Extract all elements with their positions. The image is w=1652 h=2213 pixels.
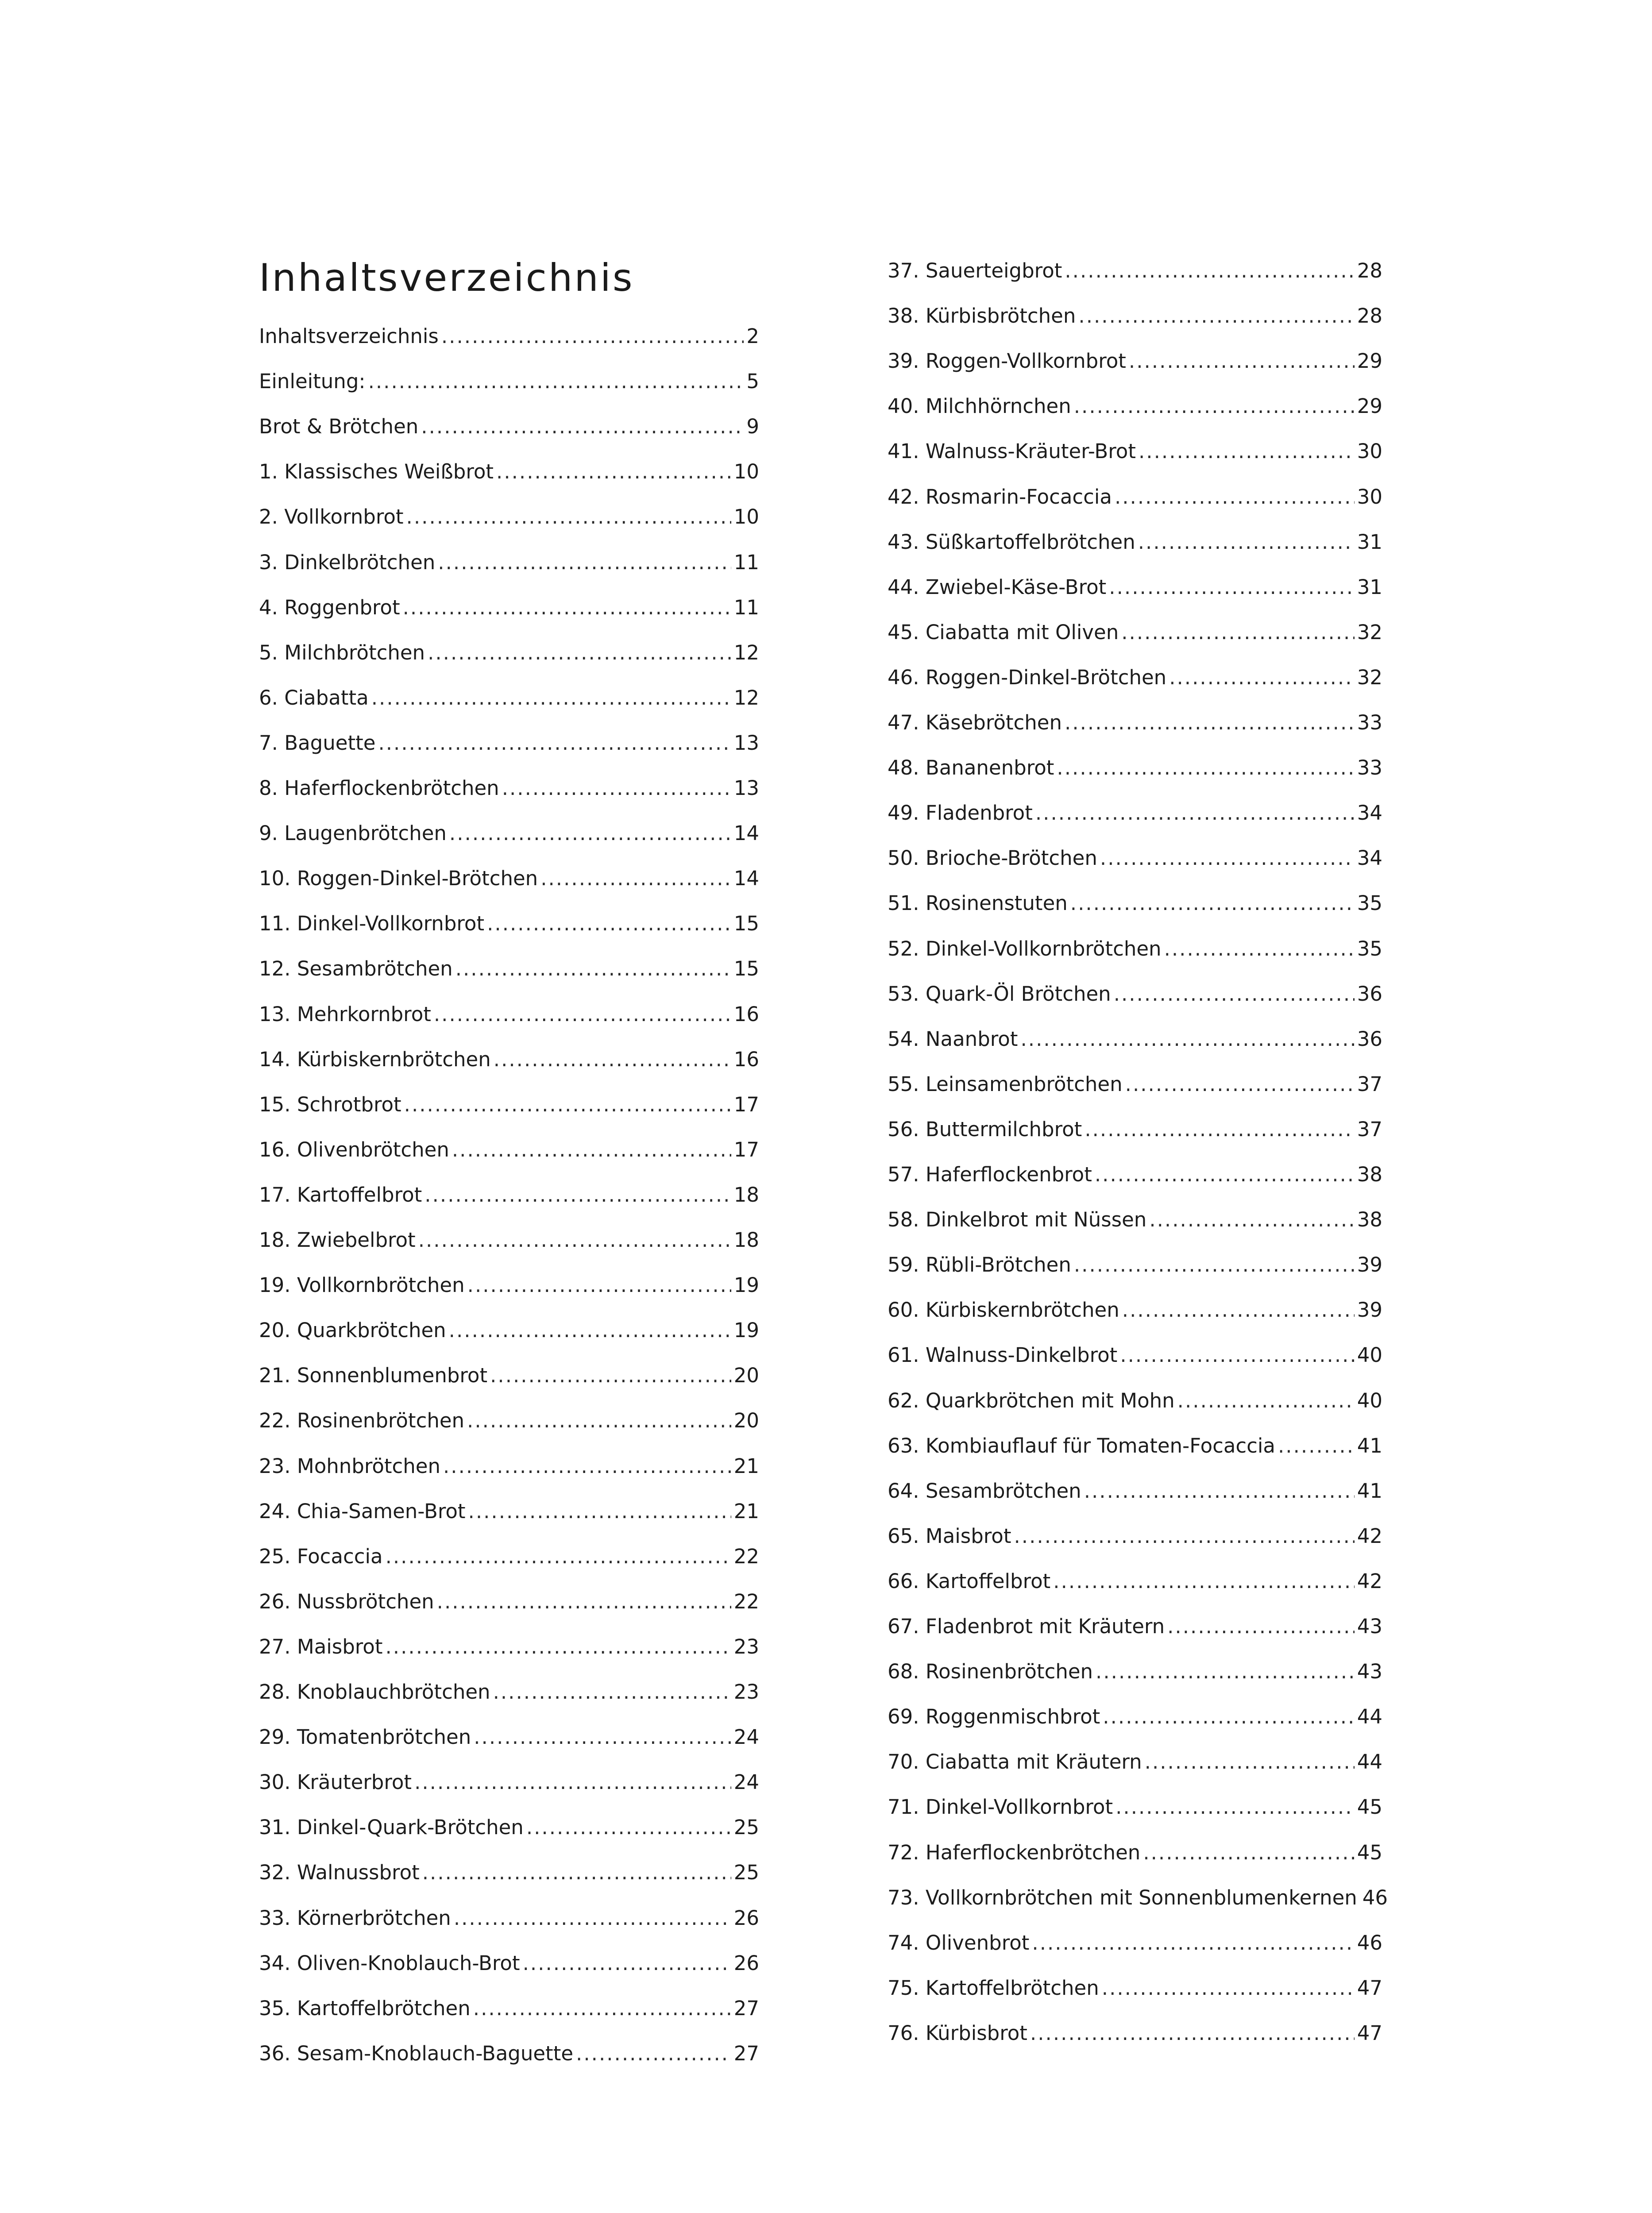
toc-entry-title: 44. Zwiebel-Käse-Brot bbox=[888, 575, 1107, 599]
toc-entry-page: 33 bbox=[1357, 756, 1382, 780]
toc-entry[interactable] bbox=[888, 979, 1382, 1010]
toc-leader-dots bbox=[1065, 707, 1355, 738]
toc-entry[interactable] bbox=[888, 752, 1382, 783]
toc-entry-title: 6. Ciabatta bbox=[259, 686, 369, 709]
toc-entry-title: 43. Süßkartoffelbrötchen bbox=[888, 530, 1135, 554]
toc-entry-title: 2. Vollkornbrot bbox=[259, 505, 404, 529]
toc-entry[interactable] bbox=[888, 1249, 1382, 1280]
toc-leader-dots bbox=[1074, 391, 1355, 422]
toc-entry-title: 34. Oliven-Knoblauch-Brot bbox=[259, 1951, 520, 1975]
toc-entry-title: 9. Laugenbrötchen bbox=[259, 821, 447, 845]
toc-entry-title: 28. Knoblauchbrötchen bbox=[259, 1680, 490, 1704]
toc-entry-page: 5 bbox=[746, 370, 759, 393]
toc-entry-page: 41 bbox=[1357, 1434, 1382, 1457]
toc-leader-dots bbox=[1074, 1249, 1355, 1280]
toc-entry-title: 47. Käsebrötchen bbox=[888, 711, 1062, 734]
toc-entry-title: 50. Brioche-Brötchen bbox=[888, 846, 1097, 870]
toc-entry-page: 36 bbox=[1357, 1027, 1382, 1051]
toc-entry-title: 53. Quark-Öl Brötchen bbox=[888, 982, 1111, 1006]
toc-entry[interactable] bbox=[888, 1340, 1382, 1371]
toc-entry[interactable] bbox=[888, 1204, 1382, 1235]
toc-entry-title: 19. Vollkornbrötchen bbox=[259, 1273, 465, 1297]
toc-entry-page: 17 bbox=[733, 1137, 759, 1161]
toc-entry-title: 3. Dinkelbrötchen bbox=[259, 550, 436, 574]
toc-leader-dots bbox=[1138, 527, 1355, 558]
toc-entry-page: 23 bbox=[733, 1680, 759, 1704]
toc-entry-page: 20 bbox=[733, 1364, 759, 1388]
toc-leader-dots bbox=[1145, 1746, 1355, 1777]
toc-entry[interactable] bbox=[888, 843, 1382, 874]
toc-entry-title: 66. Kartoffelbrot bbox=[888, 1569, 1051, 1593]
toc-entry[interactable] bbox=[888, 1882, 1388, 1913]
toc-entry-page: 25 bbox=[733, 1861, 759, 1885]
toc-entry-title: 11. Dinkel-Vollkornbrot bbox=[259, 912, 485, 936]
toc-entry-page: 15 bbox=[733, 957, 759, 981]
toc-leader-dots bbox=[1070, 888, 1355, 919]
toc-entry-title: 18. Zwiebelbrot bbox=[259, 1228, 416, 1252]
toc-leader-dots bbox=[1084, 1476, 1355, 1507]
toc-entry-page: 43 bbox=[1357, 1615, 1382, 1638]
toc-entry-page: 26 bbox=[733, 1951, 759, 1975]
toc-entry-title: 20. Quarkbrötchen bbox=[259, 1319, 446, 1342]
toc-entry-page: 44 bbox=[1357, 1705, 1382, 1729]
toc-entry-page: 19 bbox=[733, 1319, 759, 1342]
toc-entry-page: 13 bbox=[733, 731, 759, 755]
toc-entry-title: 21. Sonnenblumenbrot bbox=[259, 1364, 488, 1388]
toc-leader-dots bbox=[1085, 1114, 1354, 1145]
toc-entry-title: 16. Olivenbrötchen bbox=[259, 1137, 449, 1161]
toc-entry-page: 23 bbox=[733, 1635, 759, 1658]
toc-leader-dots bbox=[1149, 1204, 1354, 1235]
toc-entry-title: 17. Kartoffelbrot bbox=[259, 1183, 422, 1207]
toc-entry-title: 8. Haferflockenbrötchen bbox=[259, 776, 499, 800]
toc-entry-page: 31 bbox=[1357, 530, 1382, 554]
toc-entry-page: 19 bbox=[733, 1273, 759, 1297]
toc-entry-title: 57. Haferflockenbrot bbox=[888, 1163, 1092, 1186]
toc-leader-dots bbox=[1100, 843, 1355, 874]
toc-entry-page: 42 bbox=[1357, 1524, 1382, 1548]
toc-entry-title: Inhaltsverzeichnis bbox=[259, 324, 439, 348]
toc-entry-title: 7. Baguette bbox=[259, 731, 376, 755]
toc-entry-title: 15. Schrotbrot bbox=[259, 1092, 401, 1116]
toc-entry-title: 71. Dinkel-Vollkornbrot bbox=[888, 1795, 1113, 1819]
toc-entry-title: 75. Kartoffelbrötchen bbox=[888, 1976, 1099, 2000]
toc-entry-page: 41 bbox=[1357, 1479, 1382, 1503]
toc-entry[interactable] bbox=[888, 1701, 1382, 1732]
toc-entry-page: 27 bbox=[733, 1996, 759, 2020]
toc-entry-title: 69. Roggenmischbrot bbox=[888, 1705, 1100, 1729]
toc-leader-dots bbox=[1125, 1069, 1355, 1100]
toc-entry-page: 10 bbox=[733, 505, 759, 529]
toc-entry-page: 15 bbox=[733, 912, 759, 936]
toc-entry-page: 34 bbox=[1357, 801, 1382, 825]
toc-entry-title: 13. Mehrkornbrot bbox=[259, 1002, 431, 1026]
toc-entry-page: 21 bbox=[733, 1499, 759, 1523]
toc-entry-page: 32 bbox=[1357, 665, 1382, 689]
toc-entry[interactable] bbox=[888, 888, 1382, 919]
toc-entry-title: 48. Bananenbrot bbox=[888, 756, 1054, 780]
toc-entry-page: 36 bbox=[1357, 982, 1382, 1006]
toc-entry-title: 59. Rübli-Brötchen bbox=[888, 1253, 1071, 1277]
toc-leader-dots bbox=[1053, 1566, 1354, 1597]
toc-leader-dots bbox=[1169, 662, 1355, 693]
toc-entry-title: 67. Fladenbrot mit Kräutern bbox=[888, 1615, 1165, 1638]
toc-entry-title: 35. Kartoffelbrötchen bbox=[259, 1996, 471, 2020]
toc-entry-page: 39 bbox=[1357, 1298, 1382, 1322]
toc-entry-title: 39. Roggen-Vollkornbrot bbox=[888, 349, 1126, 373]
toc-entry-title: 42. Rosmarin-Focaccia bbox=[888, 485, 1112, 509]
toc-entry[interactable] bbox=[888, 572, 1382, 603]
toc-entry-title: 63. Kombiauflauf für Tomaten-Focaccia bbox=[888, 1434, 1275, 1457]
toc-entry-page: 20 bbox=[733, 1409, 759, 1433]
toc-leader-dots bbox=[1095, 1159, 1355, 1190]
toc-entry-page: 45 bbox=[1357, 1795, 1382, 1819]
toc-entry-title: 33. Körnerbrötchen bbox=[259, 1906, 451, 1930]
toc-entry-page: 30 bbox=[1357, 440, 1382, 463]
toc-leader-dots bbox=[1115, 482, 1355, 513]
toc-entry[interactable] bbox=[888, 1566, 1382, 1597]
toc-entry-page: 30 bbox=[1357, 485, 1382, 509]
toc-leader-dots bbox=[1167, 1611, 1355, 1642]
toc-entry-title: 24. Chia-Samen-Brot bbox=[259, 1499, 466, 1523]
toc-entry-title: 41. Walnuss-Kräuter-Brot bbox=[888, 440, 1136, 463]
toc-entry-page: 2 bbox=[746, 324, 759, 348]
toc-entry-title: 55. Leinsamenbrötchen bbox=[888, 1072, 1123, 1096]
toc-entry[interactable] bbox=[888, 1069, 1382, 1100]
toc-entry-title: 76. Kürbisbrot bbox=[888, 2021, 1027, 2045]
toc-entry-title: 49. Fladenbrot bbox=[888, 801, 1033, 825]
toc-entry[interactable] bbox=[888, 2018, 1382, 2049]
toc-entry-title: 22. Rosinenbrötchen bbox=[259, 1409, 465, 1433]
toc-entry-page: 14 bbox=[733, 821, 759, 845]
toc-leader-dots bbox=[1109, 572, 1354, 603]
toc-entry-title: 30. Kräuterbrot bbox=[259, 1770, 412, 1794]
toc-entry-page: 11 bbox=[733, 550, 759, 574]
toc-entry-page: 12 bbox=[733, 640, 759, 664]
toc-entry-title: 52. Dinkel-Vollkornbrötchen bbox=[888, 937, 1162, 960]
toc-leader-dots bbox=[1115, 1792, 1355, 1823]
toc-entry[interactable] bbox=[888, 482, 1382, 513]
toc-entry-page: 17 bbox=[733, 1092, 759, 1116]
toc-leader-dots bbox=[1139, 436, 1355, 467]
toc-entry-page: 46 bbox=[1362, 1885, 1388, 1909]
toc-entry-page: 14 bbox=[733, 867, 759, 891]
toc-entry-title: 29. Tomatenbrötchen bbox=[259, 1725, 471, 1749]
toc-entry-page: 12 bbox=[733, 686, 759, 709]
toc-entry-title: 61. Walnuss-Dinkelbrot bbox=[888, 1343, 1118, 1367]
toc-entry-title: 65. Maisbrot bbox=[888, 1524, 1011, 1548]
toc-leader-dots bbox=[1121, 617, 1355, 648]
toc-entry-page: 37 bbox=[1357, 1117, 1382, 1141]
toc-entry-page: 16 bbox=[733, 1047, 759, 1071]
toc-entry-title: 37. Sauerteigbrot bbox=[888, 259, 1062, 282]
toc-entry-page: 46 bbox=[1357, 1931, 1382, 1955]
toc-entry-page: 29 bbox=[1357, 394, 1382, 418]
toc-entry-title: 25. Focaccia bbox=[259, 1544, 383, 1568]
toc-entry[interactable] bbox=[888, 1024, 1382, 1055]
toc-entry-page: 37 bbox=[1357, 1072, 1382, 1096]
toc-leader-dots bbox=[1020, 1024, 1354, 1055]
toc-entry[interactable] bbox=[888, 1295, 1382, 1326]
toc-entry[interactable] bbox=[888, 1611, 1382, 1642]
toc-entry-page: 26 bbox=[733, 1906, 759, 1930]
toc-entry-page: 18 bbox=[733, 1183, 759, 1207]
toc-leader-dots bbox=[1102, 1973, 1355, 2004]
toc-entry-title: 74. Olivenbrot bbox=[888, 1931, 1030, 1955]
toc-leader-dots bbox=[1035, 798, 1355, 829]
toc-leader-dots bbox=[1120, 1340, 1354, 1371]
toc-entry-page: 33 bbox=[1357, 711, 1382, 734]
toc-entry-page: 35 bbox=[1357, 891, 1382, 915]
toc-entry-title: 10. Roggen-Dinkel-Brötchen bbox=[259, 867, 538, 891]
toc-leader-dots bbox=[1122, 1295, 1355, 1326]
toc-entry-page: 13 bbox=[733, 776, 759, 800]
toc-entry-page: 16 bbox=[733, 1002, 759, 1026]
toc-leader-dots bbox=[1143, 1837, 1354, 1868]
toc-entry-title: 4. Roggenbrot bbox=[259, 595, 400, 619]
toc-entry[interactable] bbox=[888, 1430, 1382, 1461]
toc-entry-page: 35 bbox=[1357, 937, 1382, 960]
toc-entry[interactable] bbox=[888, 707, 1382, 738]
toc-entry-title: 26. Nussbrötchen bbox=[259, 1589, 434, 1613]
toc-entry-page: 43 bbox=[1357, 1660, 1382, 1684]
toc-entry[interactable] bbox=[888, 662, 1382, 693]
toc-entry-title: 1. Klassisches Weißbrot bbox=[259, 460, 494, 484]
toc-entry[interactable] bbox=[888, 1792, 1382, 1823]
toc-entry[interactable] bbox=[888, 1476, 1382, 1507]
toc-entry-title: 62. Quarkbrötchen mit Mohn bbox=[888, 1388, 1175, 1412]
toc-entry-page: 45 bbox=[1357, 1840, 1382, 1864]
toc-entry[interactable] bbox=[888, 527, 1382, 558]
toc-entry[interactable] bbox=[888, 391, 1382, 422]
toc-entry-title: 40. Milchhörnchen bbox=[888, 394, 1071, 418]
toc-leader-dots bbox=[1177, 1385, 1355, 1416]
toc-entry-page: 47 bbox=[1357, 1976, 1382, 2000]
toc-entry-page: 9 bbox=[746, 415, 759, 439]
toc-entry-title: 51. Rosinenstuten bbox=[888, 891, 1068, 915]
toc-entry-page: 42 bbox=[1357, 1569, 1382, 1593]
toc-entry-title: 72. Haferflockenbrötchen bbox=[888, 1840, 1141, 1864]
toc-entry-title: 68. Rosinenbrötchen bbox=[888, 1660, 1093, 1684]
toc-entry-page: 34 bbox=[1357, 846, 1382, 870]
toc-entry-page: 22 bbox=[733, 1544, 759, 1568]
toc-leader-dots bbox=[1114, 979, 1355, 1010]
toc-entry-title: 23. Mohnbrötchen bbox=[259, 1454, 440, 1478]
toc-entry-page: 44 bbox=[1357, 1750, 1382, 1774]
toc-entry-title: 14. Kürbiskernbrötchen bbox=[259, 1047, 491, 1071]
toc-entry-page: 29 bbox=[1357, 349, 1382, 373]
toc-entry-title: 36. Sesam-Knoblauch-Baguette bbox=[259, 2041, 574, 2065]
toc-leader-dots bbox=[1032, 1928, 1354, 1959]
toc-leader-dots bbox=[1057, 752, 1354, 783]
toc-entry-page: 40 bbox=[1357, 1343, 1382, 1367]
toc-entry[interactable] bbox=[888, 798, 1382, 829]
page-title: Inhaltsverzeichnis bbox=[259, 256, 634, 300]
toc-entry[interactable] bbox=[888, 1385, 1382, 1416]
toc-leader-dots bbox=[1065, 255, 1354, 286]
toc-leader-dots bbox=[1096, 1656, 1355, 1687]
toc-entry[interactable] bbox=[888, 1521, 1382, 1552]
toc-entry[interactable] bbox=[888, 436, 1382, 467]
toc-entry[interactable] bbox=[888, 301, 1382, 332]
toc-leader-dots bbox=[1030, 2018, 1355, 2049]
toc-entry-page: 28 bbox=[1357, 304, 1382, 328]
toc-entry-page: 47 bbox=[1357, 2021, 1382, 2045]
toc-entry-page: 38 bbox=[1357, 1208, 1382, 1232]
toc-leader-dots bbox=[1129, 346, 1355, 377]
toc-entry-page: 11 bbox=[733, 595, 759, 619]
toc-entry[interactable] bbox=[888, 1114, 1382, 1145]
toc-entry-page: 24 bbox=[733, 1770, 759, 1794]
toc-entry-page: 25 bbox=[733, 1816, 759, 1839]
toc-leader-dots bbox=[1278, 1430, 1355, 1461]
toc-entry-title: 70. Ciabatta mit Kräutern bbox=[888, 1750, 1142, 1774]
toc-entry-title: Brot & Brötchen bbox=[259, 415, 419, 439]
toc-entry[interactable] bbox=[888, 1746, 1382, 1777]
toc-leader-dots bbox=[1014, 1521, 1354, 1552]
toc-entry[interactable] bbox=[888, 1928, 1382, 1959]
toc-entry-title: Einleitung: bbox=[259, 370, 366, 393]
toc-entry[interactable] bbox=[888, 1973, 1382, 2004]
toc-entry-title: 27. Maisbrot bbox=[259, 1635, 383, 1658]
toc-entry-title: 46. Roggen-Dinkel-Brötchen bbox=[888, 665, 1167, 689]
toc-entry-title: 56. Buttermilchbrot bbox=[888, 1117, 1082, 1141]
toc-entry-page: 28 bbox=[1357, 259, 1382, 282]
toc-entry-title: 54. Naanbrot bbox=[888, 1027, 1018, 1051]
toc-entry-page: 10 bbox=[733, 460, 759, 484]
toc-entry-title: 32. Walnussbrot bbox=[259, 1861, 420, 1885]
toc-entry-page: 40 bbox=[1357, 1388, 1382, 1412]
toc-entry-page: 38 bbox=[1357, 1163, 1382, 1186]
toc-entry-title: 64. Sesambrötchen bbox=[888, 1479, 1081, 1503]
toc-entry-title: 58. Dinkelbrot mit Nüssen bbox=[888, 1208, 1147, 1232]
toc-entry-page: 31 bbox=[1357, 575, 1382, 599]
toc-entry-page: 39 bbox=[1357, 1253, 1382, 1277]
toc-entry-title: 60. Kürbiskernbrötchen bbox=[888, 1298, 1119, 1322]
toc-entry-title: 31. Dinkel-Quark-Brötchen bbox=[259, 1816, 524, 1839]
toc-entry[interactable] bbox=[888, 1837, 1382, 1868]
toc-entry-title: 73. Vollkornbrötchen mit Sonnenblumenkernen bbox=[888, 1885, 1357, 1909]
toc-leader-dots bbox=[1164, 933, 1355, 964]
toc-entry-title: 45. Ciabatta mit Oliven bbox=[888, 620, 1119, 644]
toc-entry[interactable] bbox=[888, 1656, 1382, 1687]
toc-entry-page: 21 bbox=[733, 1454, 759, 1478]
toc-entry-page: 27 bbox=[733, 2041, 759, 2065]
toc-entry-title: 38. Kürbisbrötchen bbox=[888, 304, 1076, 328]
toc-entry-page: 22 bbox=[733, 1589, 759, 1613]
toc-entry[interactable] bbox=[888, 1159, 1382, 1190]
toc-entry-page: 32 bbox=[1357, 620, 1382, 644]
toc-leader-dots bbox=[1103, 1701, 1354, 1732]
toc-entry[interactable] bbox=[888, 617, 1382, 648]
toc-entry-page: 24 bbox=[733, 1725, 759, 1749]
toc-entry-page: 18 bbox=[733, 1228, 759, 1252]
toc-entry[interactable] bbox=[888, 346, 1382, 377]
toc-entry[interactable] bbox=[888, 255, 1382, 286]
toc-leader-dots bbox=[1078, 301, 1354, 332]
toc-entry[interactable] bbox=[888, 933, 1382, 964]
toc-entry-title: 12. Sesambrötchen bbox=[259, 957, 453, 981]
toc-entry-title: 5. Milchbrötchen bbox=[259, 640, 425, 664]
